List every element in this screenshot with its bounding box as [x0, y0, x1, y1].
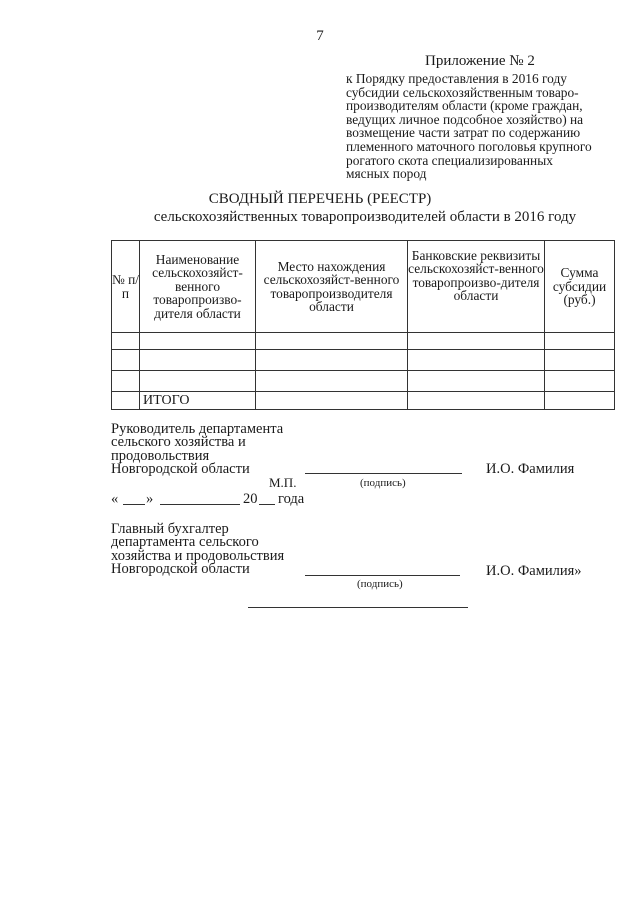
table-cell — [256, 392, 408, 410]
head-title-line: Новгородской области — [111, 461, 250, 478]
date-month-line — [160, 504, 240, 505]
table-cell — [408, 350, 545, 371]
table-cell — [256, 333, 408, 350]
table-cell — [256, 350, 408, 371]
table-cell — [140, 350, 256, 371]
head-signature-caption: (подпись) — [360, 477, 406, 489]
table-row — [112, 371, 615, 392]
appendix-line: ведущих личное подсобное хозяйство) на — [346, 111, 584, 127]
table-cell — [112, 333, 140, 350]
table-cell — [545, 333, 615, 350]
date-year-line — [259, 504, 275, 505]
appendix-line: производителям области (кроме граждан, — [346, 98, 583, 114]
accountant-title-line: Новгородской области — [111, 561, 250, 578]
date-year-prefix: 20 — [243, 491, 258, 507]
table-cell — [140, 371, 256, 392]
accountant-name: И.О. Фамилия» — [486, 563, 582, 579]
appendix-description — [346, 72, 626, 181]
table-cell — [408, 392, 545, 410]
table-cell — [408, 371, 545, 392]
table-header-row — [112, 241, 615, 333]
head-title-line: Руководитель департамента — [111, 421, 284, 437]
table-cell — [545, 371, 615, 392]
header-number: № п/п — [112, 241, 140, 333]
head-title-line: продовольствия — [111, 447, 210, 464]
table-cell — [112, 392, 140, 410]
table-cell — [545, 392, 615, 410]
table-row — [112, 333, 615, 350]
stamp-mark: М.П. — [269, 475, 297, 490]
table-cell — [408, 333, 545, 350]
head-signature-title — [111, 423, 283, 477]
appendix-title: Приложение № 2 — [425, 53, 535, 69]
head-name: И.О. Фамилия — [486, 461, 575, 477]
registry-table — [111, 240, 615, 410]
appendix-line: рогатого скота специализированных — [346, 152, 553, 168]
page-number: 7 — [316, 28, 324, 44]
accountant-signature-line — [305, 575, 460, 576]
table-cell — [140, 333, 256, 350]
accountant-title-line: Главный бухгалтер — [111, 521, 229, 537]
appendix-line: субсидии сельскохозяйственным товаро- — [346, 84, 579, 100]
header-subsidy-amount: Сумма субсидии (руб.) — [545, 241, 615, 333]
date-close-quote: » — [146, 491, 154, 507]
table-cell — [256, 371, 408, 392]
document-subtitle: сельскохозяйственных товаропроизводителей области в 2016 году — [153, 209, 577, 225]
date-year-suffix: года — [278, 491, 305, 507]
document-title: СВОДНЫЙ ПЕРЕЧЕНЬ (РЕЕСТР) — [208, 191, 432, 207]
appendix-line: возмещение части затрат по содержанию — [346, 125, 581, 141]
total-label: ИТОГО — [140, 392, 256, 410]
accountant-signature-caption: (подпись) — [357, 578, 403, 590]
appendix-line: к Порядку предоставления в 2016 году — [346, 71, 568, 86]
accountant-title-line: департамента сельского — [111, 534, 259, 551]
table-row — [112, 350, 615, 371]
closing-separator — [248, 607, 468, 608]
table-cell — [545, 350, 615, 371]
accountant-title-line: хозяйства и продовольствия — [111, 547, 285, 564]
appendix-line: мясных пород — [346, 166, 427, 182]
header-producer-location: Место нахождения сельскохозяйст-венного товаропроизводителя области — [256, 241, 408, 333]
head-title-line: сельского хозяйства и — [111, 434, 246, 451]
table-total-row — [112, 392, 615, 410]
date-day-line — [123, 504, 145, 505]
appendix-line: племенного маточного поголовья крупного — [346, 138, 592, 154]
header-producer-name: Наименование сельскохозяйст-венного товаропроизво-дителя области — [140, 241, 256, 333]
header-bank-details: Банковские реквизиты сельскохозяйст-венного товаропроизво-дителя области — [408, 241, 545, 333]
date-open-quote: « — [111, 491, 119, 507]
table-cell — [112, 371, 140, 392]
accountant-signature-title — [111, 523, 284, 577]
table-cell — [112, 350, 140, 371]
head-signature-line — [305, 473, 462, 474]
